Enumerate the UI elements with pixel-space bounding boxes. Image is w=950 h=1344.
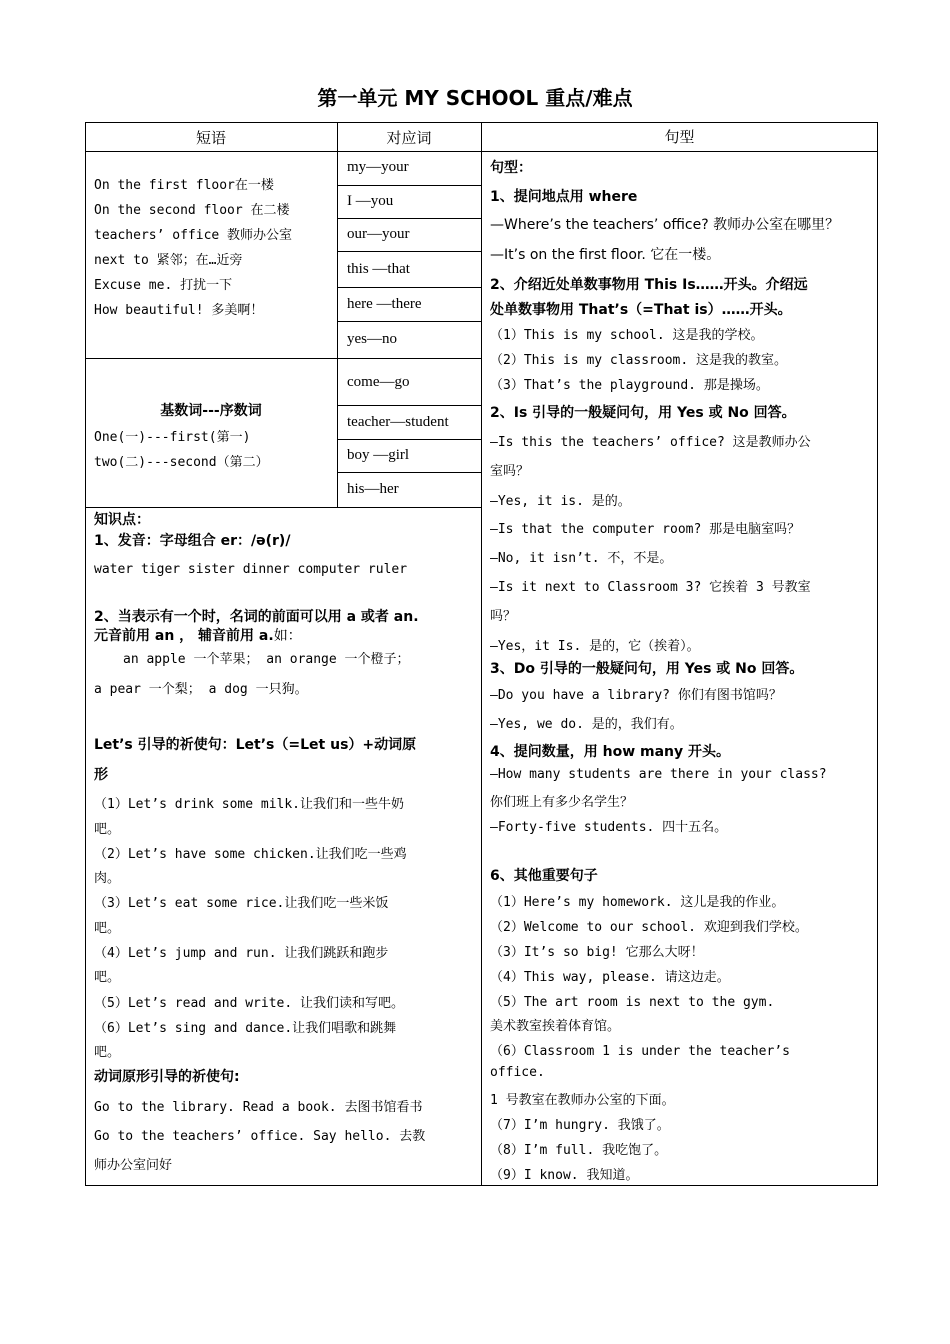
article-rule: 元音前用 an ， 辅音前用 a. [94,628,274,644]
lets-item: （5）Let’s read and write. 让我们读和写吧。 [94,996,405,1011]
ordinal-item: two(二)---second（第二） [94,455,269,470]
other-sentence: 1 号教室在教师办公室的下面。 [490,1093,675,1108]
other-sentences-title: 6、其他重要句子 [490,868,598,884]
pair-item: come—go [347,374,410,390]
pair-item: here —there [347,296,422,312]
how-many-line: —How many students are there in your class? [490,767,827,782]
article-example: a pear 一个梨； a dog 一只狗。 [94,682,308,697]
lets-item: （6）Let’s sing and dance.让我们唱歌和跳舞 [94,1021,397,1036]
lets-title: Let’s 引导的祈使句：Let’s（=Let us）+动词原 [94,737,417,753]
lets-item: （4）Let’s jump and run. 让我们跳跃和跑步 [94,946,389,961]
do-question-line: —Yes, we do. 是的，我们有。 [490,717,683,732]
phrase-item: Excuse me. 打扰一下 [94,278,233,293]
do-question-line: —Do you have a library? 你们有图书馆吗？ [490,688,782,703]
is-question-line: 室吗？ [490,464,530,479]
other-sentence: （2）Welcome to our school. 欢迎到我们学校。 [490,920,808,935]
lets-item: （3）Let’s eat some rice.让我们吃一些米饭 [94,896,389,911]
ordinal-item: One(一)---first(第一) [94,430,251,445]
pronunciation-title: 1、发音：字母组合 er：/ə(r)/ [94,533,291,549]
header-pairs: 对应词 [386,129,432,147]
article-rule-suffix: 如： [273,628,302,644]
row-divider-knowledge [85,507,481,508]
do-question-title: 3、Do 引导的一般疑问句，用 Yes 或 No 回答。 [490,661,804,677]
is-question-line: —Is this the teachers’ office? 这是教师办公 [490,435,811,450]
where-line: —It’s on the first floor. 它在一楼。 [490,247,721,263]
verb-item: 师办公室问好 [94,1158,173,1173]
pair-item: I —you [347,193,394,209]
other-sentence: office. [490,1065,545,1080]
article-example: an apple 一个苹果； an orange 一个橙子； [123,652,410,667]
lets-item: 吧。 [94,822,121,837]
page-title: 第一单元 MY SCHOOL 重点/难点 [317,86,633,110]
this-that-line: （3）That’s the playground. 那是操场。 [490,378,769,393]
column-divider-1 [337,122,338,507]
pair-item: this —that [347,261,410,277]
pair-item: teacher—student [347,414,449,430]
lets-title-line2: 形 [94,767,108,783]
pair-item: yes—no [347,331,397,347]
pair-divider [337,321,481,322]
pair-divider [337,251,481,252]
pair-divider [337,287,481,288]
header-phrases: 短语 [195,129,226,147]
is-question-line: —Is that the computer room? 那是电脑室吗？ [490,522,801,537]
other-sentence: （5）The art room is next to the gym. [490,995,775,1010]
where-title: 1、提问地点用 where [490,189,638,205]
phrase-item: How beautiful! 多美啊！ [94,303,264,318]
article-title: 2、当表示有一个时，名词的前面可以用 a 或者 an. [94,609,419,625]
article-title-line2 [94,625,302,645]
how-many-line: 你们班上有多少名学生？ [490,795,634,810]
pair-item: our—your [347,226,410,242]
pair-divider [337,405,481,406]
pair-divider [337,218,481,219]
is-question-line: 吗？ [490,609,517,624]
other-sentence: （6）Classroom 1 is under the teacher’s [490,1044,790,1059]
pair-item: his—her [347,481,399,497]
sentences-heading: 句型： [490,160,532,176]
ordinals-heading: 基数词---序数词 [160,403,262,419]
other-sentence: 美术教室挨着体育馆。 [490,1019,621,1034]
other-sentence: （8）I’m full. 我吃饱了。 [490,1143,668,1158]
where-line: —Where’s the teachers’ office? 教师办公室在哪里？ [490,217,840,233]
other-sentence: （1）Here’s my homework. 这儿是我的作业。 [490,895,785,910]
pronunciation-words: water tiger sister dinner computer ruler [94,562,408,577]
pair-item: boy —girl [347,447,410,463]
is-question-line: —Yes, it is. 是的。 [490,494,631,509]
this-that-title-line2: 处单数事物用 That’s（=That is）……开头。 [490,302,792,318]
phrase-item: teachers’ office 教师办公室 [94,228,293,243]
how-many-line: —Forty-five students. 四十五名。 [490,820,728,835]
pair-divider [337,439,481,440]
pair-divider [337,358,481,359]
lets-item: 吧。 [94,970,121,985]
header-sentences: 句型 [664,128,695,146]
other-sentence: （4）This way, please. 请这边走。 [490,970,730,985]
phrase-item: next to 紧邻；在…近旁 [94,253,243,268]
column-divider-2 [481,122,482,1186]
lets-item: 肉。 [94,871,121,886]
lets-item: 吧。 [94,1045,121,1060]
is-question-title: 2、Is 引导的一般疑问句，用 Yes 或 No 回答。 [490,405,796,421]
knowledge-heading: 知识点： [94,512,150,528]
phrase-item: On the first floor在一楼 [94,178,274,193]
is-question-line: —Yes，it Is. 是的，它（挨着）。 [490,639,700,654]
verb-item: Go to the library. Read a book. 去图书馆看书 [94,1100,423,1115]
is-question-line: —No, it isn’t. 不，不是。 [490,551,673,566]
verb-item: Go to the teachers’ office. Say hello. 去教 [94,1129,426,1144]
verb-imperative-title: 动词原形引导的祈使句: [94,1069,240,1085]
other-sentence: （7）I’m hungry. 我饿了。 [490,1118,670,1133]
lets-item: （2）Let’s have some chicken.让我们吃一些鸡 [94,847,407,862]
phrase-item: On the second floor 在二楼 [94,203,290,218]
this-that-line: （1）This is my school. 这是我的学校。 [490,328,764,343]
pair-divider [337,185,481,186]
lets-item: （1）Let’s drink some milk.让我们和一些牛奶 [94,797,405,812]
other-sentence: （9）I know. 我知道。 [490,1168,639,1183]
other-sentence: （3）It’s so big! 它那么大呀！ [490,945,704,960]
row-divider-phrases [85,358,337,359]
is-question-line: —Is it next to Classroom 3? 它挨着 3 号教室 [490,580,811,595]
lets-item: 吧。 [94,921,121,936]
this-that-line: （2）This is my classroom. 这是我的教室。 [490,353,788,368]
pair-divider [337,472,481,473]
this-that-title: 2、介绍近处单数事物用 This Is……开头。介绍远 [490,277,808,293]
how-many-title: 4、提问数量，用 how many 开头。 [490,744,731,760]
pair-item: my—your [347,159,409,175]
